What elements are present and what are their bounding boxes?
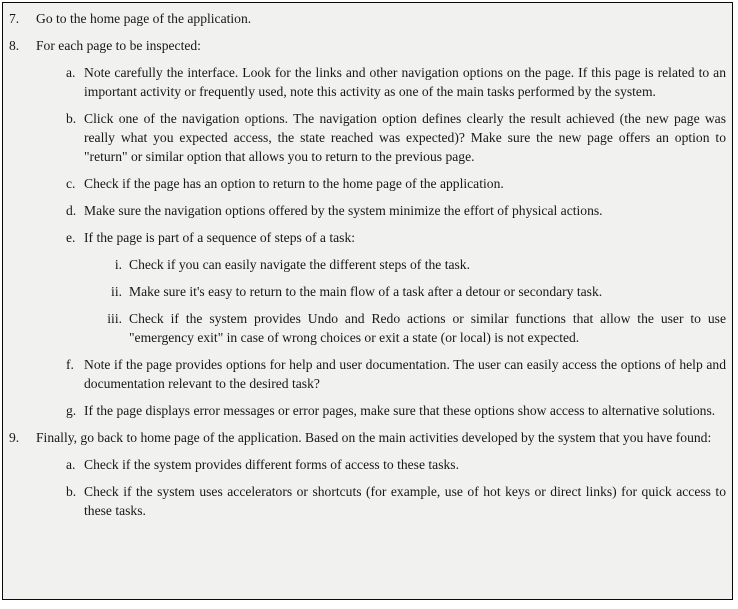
list-item-text: Make sure the navigation options offered by the system minimize the effort of physical actions. <box>84 203 603 218</box>
list-item-text: Check if you can easily navigate the different steps of the task. <box>129 257 470 272</box>
procedure-list <box>8 9 726 520</box>
list-item-text: Note if the page provides options for help and user documentation. The user can easily access the options of help and documentation relevant to the desired task? <box>84 357 726 391</box>
list-item-marker: 7. <box>9 11 20 26</box>
list-item-marker: b. <box>66 484 77 499</box>
list-item-marker: e. <box>66 230 76 245</box>
list-item-text: If the page displays error messages or error pages, make sure that these options show access to alternative solutions. <box>84 403 716 418</box>
list-item <box>8 36 726 55</box>
list-item <box>94 282 726 301</box>
list-item-marker: 8. <box>9 38 20 53</box>
list-item <box>66 401 726 420</box>
list-item-marker: i. <box>114 257 122 272</box>
list-item <box>66 109 726 166</box>
list-item <box>94 309 726 347</box>
list-item-marker: 9. <box>9 430 20 445</box>
list-item <box>66 228 726 247</box>
list-item-marker: iii. <box>107 311 122 326</box>
list-item <box>8 428 726 447</box>
list-item <box>66 174 726 193</box>
list-item-marker: a. <box>66 65 76 80</box>
list-item <box>8 9 726 28</box>
list-item <box>66 201 726 220</box>
list-item-text: Go to the home page of the application. <box>36 11 252 26</box>
list-item-text: For each page to be inspected: <box>36 38 201 53</box>
list-item-text: Note carefully the interface. Look for the links and other navigation options on the page. If this page is related to an important activity or frequently used, note this activity as one of the main tasks performed by the system. <box>84 65 726 99</box>
list-item-marker: b. <box>66 111 77 126</box>
list-item-text: Click one of the navigation options. The navigation option defines clearly the result achieved (the new page was really what you expected access, the state reached was expected)? Make sure the new page offers an option to "return" or similar option that allows you to return to the previous page. <box>84 111 726 164</box>
list-item <box>94 255 726 274</box>
list-item <box>66 455 726 474</box>
list-item-text: Finally, go back to home page of the application. Based on the main activities developed by the system that you have found: <box>36 430 712 445</box>
list-item-marker: c. <box>66 176 76 191</box>
list-item <box>66 482 726 520</box>
list-item-marker: g. <box>66 403 77 418</box>
list-item-text: Check if the page has an option to return to the home page of the application. <box>84 176 504 191</box>
list-item-text: Check if the system uses accelerators or shortcuts (for example, use of hot keys or direct links) for quick access to these tasks. <box>84 484 726 518</box>
list-item-marker: a. <box>66 457 76 472</box>
list-item-text: Check if the system provides Undo and Redo actions or similar functions that allow the user to use "emergency exit" in case of wrong choices or exit a state (or local) is not expected. <box>129 311 726 345</box>
document-page <box>2 2 733 600</box>
list-item <box>66 355 726 393</box>
list-item-text: Check if the system provides different forms of access to these tasks. <box>84 457 459 472</box>
list-item-text: If the page is part of a sequence of steps of a task: <box>84 230 356 245</box>
list-item-text: Make sure it's easy to return to the main flow of a task after a detour or secondary task. <box>129 284 603 299</box>
list-item-marker: f. <box>66 357 74 372</box>
list-item-marker: d. <box>66 203 77 218</box>
list-item-marker: ii. <box>111 284 122 299</box>
list-item <box>66 63 726 101</box>
